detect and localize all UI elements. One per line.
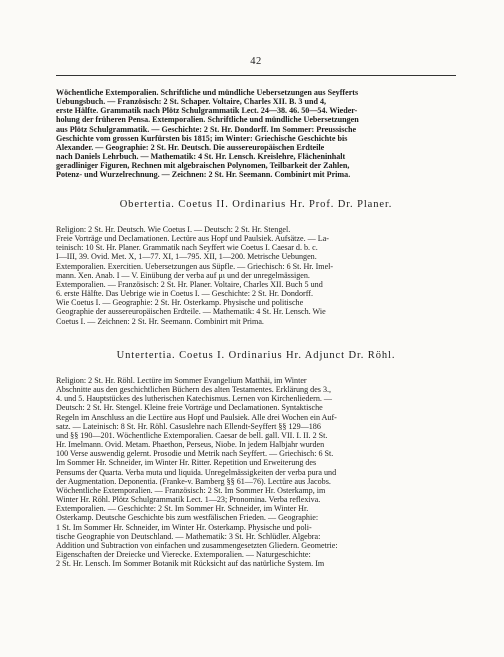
text-line: Regeln im Anschluss an die Lectüre aus Hopf und Paulsiek. Alle drei Wochen ein Auf- <box>56 412 337 422</box>
text-line: Extemporalien. Exercitien. Uebersetzungen aus Süpfle. — Griechisch: 6 St. Hr. Imel- <box>56 261 334 271</box>
text-line: und §§ 190—201. Wöchentliche Extemporalien. Caesar de bell. gall. VII. I. II. 2 St. <box>56 430 328 440</box>
text-line: Eigenschaften der Dreiecke und Vierecke. Extemporalien. — Naturgeschichte: <box>56 549 311 559</box>
document-page <box>56 0 456 657</box>
text-line: Addition und Subtraction von einfachen und zusammengesetzten Gliedern. Geometrie: <box>56 540 338 550</box>
text-line: 6. erste Hälfte. Das Uebrige wie in Coetus I. — Geschichte: 2 St. Hr. Dondorff. <box>56 289 313 299</box>
text-line: Osterkamp. Deutsche Geschichte bis zum westfälischen Frieden. — Geographie: <box>56 513 319 523</box>
text-line: Im Sommer Hr. Schneider, im Winter Hr. Ritter. Repetition und Erweiterung des <box>56 458 317 468</box>
text-line: 4. und 5. Hauptstückes des lutherischen Katechismus. Lernen von Kirchenliedern. — <box>56 394 333 404</box>
text-line: geradliniger Figuren, Rechnen mit algebraischen Polynomen, Teilbarkeit der Zahlen, <box>56 161 350 171</box>
text-line: Extemporalien. — Geschichte: 2 St. Im Sommer Hr. Schneider, im Winter Hr. <box>56 504 309 514</box>
text-line: Winter Hr. Röhl. Plötz Schulgrammatik Lect. 1—23; Pronomina. Verba reflexiva. <box>56 495 321 505</box>
text-line: 2 St. Hr. Lensch. Im Sommer Botanik mit Rücksicht auf das natürliche System. Im <box>56 559 325 569</box>
text-line: teinisch: 10 St. Hr. Planer. Grammatik nach Seyffert wie Coetus I. Caesar d. b. c. <box>56 243 318 253</box>
page-number: 42 <box>250 56 262 67</box>
text-line: Abschnitte aus den geschichtlichen Büchern des alten Testamentes. Erklärung des 3., <box>56 385 332 395</box>
text-line: aus Plötz Schulgrammatik. — Geschichte: 2 St. Hr. Dondorff. Im Sommer: Preussische <box>56 124 357 134</box>
text-line: Wöchentliche Extemporalien. Schriftliche und mündliche Uebersetzungen aus Seyfferts <box>56 88 359 97</box>
text-line: mann. Xen. Anab. I — V. Einübung der verba auf μι und der unregelmässigen. <box>56 270 310 280</box>
text-line: erste Hälfte. Grammatik nach Plötz Schulgrammatik Lect. 24—38. 46. 50—54. Wieder- <box>56 106 358 116</box>
text-line: Uebungsbuch. — Französisch: 2 St. Schaper. Voltaire, Charles XII. B. 3 und 4, <box>56 97 327 107</box>
text-line: Freie Vorträge und Declamationen. Lectüre aus Hopf und Paulsiek. Aufsätze. — La- <box>56 234 330 244</box>
text-line: satz. — Lateinisch: 8 St. Hr. Röhl. Casuslehre nach Ellendt-Seyffert §§ 129—186 <box>56 421 321 431</box>
header-rule <box>56 75 456 76</box>
text-line: Hr. Imelmann. Ovid. Metam. Phaethon, Perseus, Niobe. In jedem Halbjahr wurden <box>56 440 325 450</box>
text-line: 1 St. Im Sommer Hr. Schneider, im Winter Hr. Osterkamp. Physische und poli- <box>56 522 312 532</box>
section-heading-untertertia: Untertertia. Coetus I. Ordinarius Hr. Adjunct Dr. Röhl. <box>116 350 396 361</box>
text-line: Religion: 2 St. Hr. Röhl. Lectüre im Sommer Evangelium Matthäi, im Winter <box>56 376 307 385</box>
text-line: holung der früheren Pensa. Extemporalien. Schriftliche und mündliche Uebersetzungen <box>56 115 359 125</box>
obertertia-text <box>56 225 456 326</box>
top-section-text <box>56 88 456 180</box>
text-line: tische Geographie von Deutschland. — Mathematik: 3 St. Hr. Schlüdler. Algebra: <box>56 531 321 541</box>
text-line: Potenz- und Wurzelrechnung. — Zeichnen: 2 St. Hr. Seemann. Combinirt mit Prima. <box>56 170 351 180</box>
untertertia-text <box>56 376 456 568</box>
text-line: Pensums der Quarta. Verba muta und liquida. Unregelmässigkeiten der verba pura und <box>56 467 337 477</box>
text-line: I—III, 39. Ovid. Met. X, 1—77. XI, 1—795. XII, 1—200. Metrische Uebungen. <box>56 252 317 262</box>
text-line: Geschichte vom grossen Kurfürsten bis 1815; im Winter: Griechische Geschichte bis <box>56 133 348 143</box>
text-line: 100 Verse auswendig gelernt. Prosodie und Metrik nach Seyffert. — Griechisch: 6 St. <box>56 449 334 459</box>
text-line: Wöchentliche Extemporalien. — Französisch: 2 St. Im Sommer Hr. Osterkamp, im <box>56 485 326 495</box>
section-heading-obertertia: Obertertia. Coetus II. Ordinarius Hr. Prof. Dr. Planer. <box>119 199 393 210</box>
text-line: Extemporalien. — Französisch: 2 St. Hr. Planer. Voltaire, Charles XII. Buch 5 und <box>56 279 323 289</box>
text-line: Deutsch: 2 St. Hr. Stengel. Kleine freie Vorträge und Declamationen. Syntaktische <box>56 403 323 413</box>
text-line: Religion: 2 St. Hr. Deutsch. Wie Coetus I. — Deutsch: 2 St. Hr. Stengel. <box>56 225 291 234</box>
text-line: der Augmentation. Deponentia. (Franke-v. Bamberg §§ 61—76). Lectüre aus Jacobs. <box>56 476 331 486</box>
text-line: Geographie der aussereuropäischen Erdteile. — Mathematik: 4 St. Hr. Lensch. Wie <box>56 307 326 317</box>
text-line: nach Daniels Lehrbuch. — Mathematik: 4 St. Hr. Lensch. Kreislehre, Flächeninhalt <box>56 152 346 162</box>
text-line: Alexander. — Geographie: 2 St. Hr. Deutsch. Die aussereuropäischen Erdteile <box>56 142 325 152</box>
text-line: Wie Coetus I. — Geographie: 2 St. Hr. Osterkamp. Physische und politische <box>56 298 304 308</box>
text-line: Coetus I. — Zeichnen: 2 St. Hr. Seemann. Combinirt mit Prima. <box>56 316 264 326</box>
